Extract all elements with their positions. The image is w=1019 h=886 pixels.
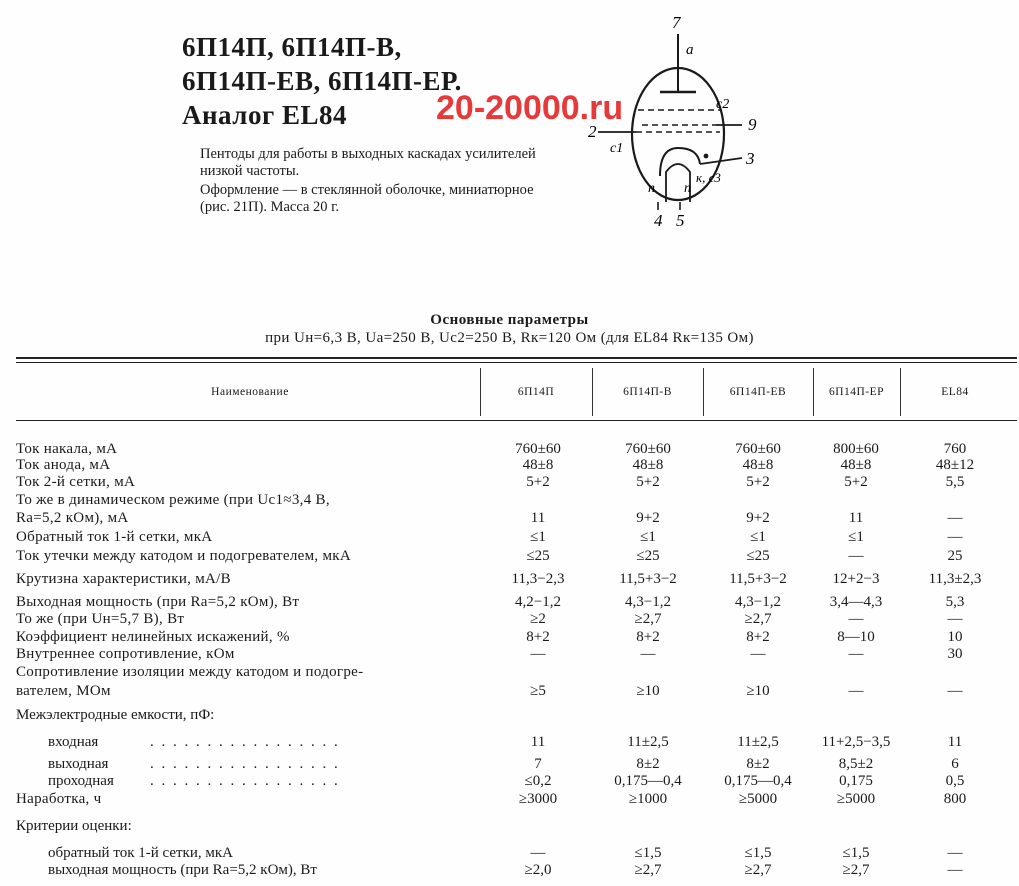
row-value: — [947, 683, 963, 699]
row-value: 48±12 [935, 457, 975, 473]
row-value: 5+2 [746, 474, 770, 490]
row-value: 48±8 [742, 457, 774, 473]
row-label: Ток анода, мА [16, 457, 111, 473]
row-value: ≤1 [848, 529, 864, 545]
row-value: ≤1,5 [842, 845, 870, 861]
row-value: — [750, 646, 766, 662]
leader-dots: . . . . . . . . . . . . . . . . . [150, 756, 340, 772]
lifetime-row [0, 791, 1019, 809]
table-header-rule [16, 420, 1017, 421]
row-value: 11±2,5 [627, 734, 669, 750]
row-value: — [530, 646, 546, 662]
pin-7-label: 7 [672, 13, 681, 32]
row-value: 48±8 [632, 457, 664, 473]
row-value: 5+2 [844, 474, 868, 490]
param-row [0, 492, 1019, 510]
param-row [0, 474, 1019, 492]
row-value: 8+2 [526, 629, 550, 645]
pin-4-label: 4 [654, 211, 663, 226]
table-top-rule [16, 357, 1017, 359]
tube-title [182, 30, 462, 132]
row-value: 8+2 [746, 629, 770, 645]
row-label: Выходная мощность (при Rа=5,2 кОм), Вт [16, 594, 300, 610]
row-value: ≥2,7 [842, 862, 870, 878]
row-value: ≤1,5 [634, 845, 662, 861]
title-line-2: 6П14П-ЕВ, 6П14П-ЕР. [182, 66, 462, 96]
row-value: — [947, 845, 963, 861]
description-design: Оформление — в стеклянной оболочке, миниатюрное (рис. 21П). Масса 20 г. [200, 182, 534, 215]
row-value: 760±60 [625, 441, 671, 457]
row-label: выходная [48, 756, 109, 772]
row-value: ≥10 [746, 683, 770, 699]
criteria-row [0, 862, 1019, 880]
row-value: — [848, 548, 864, 564]
cathode-label: к, с3 [696, 170, 721, 185]
col-header-6p14p-er: 6П14П-ЕР [828, 386, 885, 398]
row-value: ≤25 [746, 548, 770, 564]
heater-label-1: п [648, 181, 655, 196]
row-label: Ток утечки между катодом и подогревателем, мкА [16, 548, 351, 564]
row-value: 760±60 [735, 441, 781, 457]
row-value: 8—10 [837, 629, 875, 645]
param-row [0, 571, 1019, 589]
row-value: 8±2 [636, 756, 660, 772]
row-value: 5,5 [945, 474, 965, 490]
leader-dots: . . . . . . . . . . . . . . . . . [150, 734, 340, 750]
row-value: — [530, 845, 546, 861]
row-value: 11,5+3−2 [729, 571, 787, 587]
param-row [0, 594, 1019, 612]
row-value: 8,5±2 [838, 756, 874, 772]
row-label: проходная [48, 773, 114, 789]
row-label: Обратный ток 1-й сетки, мкА [16, 529, 213, 545]
row-value: — [947, 611, 963, 627]
capacitance-row [0, 734, 1019, 752]
row-value: ≥5 [530, 683, 546, 699]
col-header-6p14p: 6П14П [517, 386, 555, 398]
row-value: 4,3−1,2 [625, 594, 671, 610]
row-label: Rа=5,2 кОм), мА [16, 510, 129, 526]
table-top-rule-2 [16, 362, 1017, 363]
criteria-section-title: Критерии оценки: [16, 818, 132, 834]
row-value: 800±60 [833, 441, 879, 457]
row-value: 25 [947, 548, 963, 564]
row-value: 3,4—4,3 [829, 594, 883, 610]
title-line-3: Аналог EL84 [182, 100, 347, 130]
row-label: Коэффициент нелинейных искажений, % [16, 629, 290, 645]
row-value: 7 [534, 756, 542, 772]
param-row [0, 664, 1019, 682]
row-label: Внутреннее сопротивление, кОм [16, 646, 235, 662]
row-value: ≥1000 [628, 791, 668, 807]
row-value: 800 [943, 791, 967, 807]
row-value: ≥5000 [738, 791, 778, 807]
param-row [0, 629, 1019, 647]
capacitance-section-title: Межэлектродные емкости, пФ: [16, 707, 215, 723]
row-value: 11 [848, 510, 864, 526]
row-value: 11,5+3−2 [619, 571, 677, 587]
row-value: 11 [530, 734, 546, 750]
row-value: — [947, 529, 963, 545]
row-value: — [848, 611, 864, 627]
row-value: 9+2 [636, 510, 660, 526]
row-value: 760 [943, 441, 967, 457]
row-label: Ток накала, мА [16, 441, 118, 457]
row-value: 11+2,5−3,5 [821, 734, 891, 750]
row-value: — [947, 862, 963, 878]
row-value: 0,5 [945, 773, 965, 789]
param-row [0, 548, 1019, 566]
row-value: ≤0,2 [524, 773, 552, 789]
row-value: 4,3−1,2 [735, 594, 781, 610]
row-value: ≥5000 [836, 791, 876, 807]
row-value: 11,3−2,3 [511, 571, 565, 587]
row-value: 9+2 [746, 510, 770, 526]
description-purpose: Пентоды для работы в выходных каскадах усилителей низкой частоты. [200, 146, 536, 179]
anode-label: a [686, 42, 694, 58]
col-header-6p14p-ev: 6П14П-ЕВ [729, 386, 787, 398]
table-conditions: при Uн=6,3 В, Uа=250 В, Uс2=250 В, Rк=120 Ом (для EL84 Rк=135 Ом) [265, 330, 754, 346]
row-value: 10 [947, 629, 963, 645]
grid2-label: c2 [716, 97, 730, 112]
row-value: ≥2,7 [634, 862, 662, 878]
watermark: 20-20000.ru [436, 89, 624, 127]
heater-label-2: п [684, 181, 691, 196]
leader-dots: . . . . . . . . . . . . . . . . . [150, 773, 340, 789]
row-value: ≥3000 [518, 791, 558, 807]
param-row [0, 611, 1019, 629]
row-value: 4,2−1,2 [515, 594, 561, 610]
row-value: ≤1 [530, 529, 546, 545]
row-value: 5+2 [526, 474, 550, 490]
capacitance-row [0, 773, 1019, 791]
row-value: — [848, 646, 864, 662]
grid1-label: c1 [610, 141, 624, 156]
row-value: 0,175 [839, 773, 873, 789]
param-row [0, 457, 1019, 475]
row-value: — [848, 683, 864, 699]
description [184, 146, 564, 218]
tube-pinout-diagram [580, 6, 780, 226]
row-value: 0,175—0,4 [614, 773, 682, 789]
row-value: — [640, 646, 656, 662]
row-value: 48±8 [522, 457, 554, 473]
row-label: входная [48, 734, 99, 750]
row-value: 11 [947, 734, 963, 750]
row-value: ≤25 [636, 548, 660, 564]
row-value: 6 [951, 756, 959, 772]
row-value: ≥2,7 [744, 611, 772, 627]
col-header-el84: EL84 [941, 386, 969, 398]
row-value: 48±8 [840, 457, 872, 473]
title-line-1: 6П14П, 6П14П-В, [182, 32, 402, 62]
row-value: ≥2,7 [744, 862, 772, 878]
row-value: ≥2,7 [634, 611, 662, 627]
row-label: Ток 2-й сетки, мА [16, 474, 136, 490]
pin-9-label: 9 [748, 115, 757, 134]
capacitance-row [0, 756, 1019, 774]
row-value: 11,3±2,3 [928, 571, 982, 587]
row-value: ≥10 [636, 683, 660, 699]
row-value: 5,3 [945, 594, 965, 610]
pin-3-label: 3 [746, 149, 755, 168]
col-header-6p14p-v: 6П14П-В [623, 386, 672, 398]
row-label: Крутизна характеристики, мА/В [16, 571, 231, 587]
param-row [0, 646, 1019, 664]
row-value: 8+2 [636, 629, 660, 645]
row-label: Наработка, ч [16, 791, 102, 807]
param-row [0, 683, 1019, 701]
col-header-name: Наименование [211, 386, 289, 398]
row-label: То же в динамическом режиме (при Uс1≈3,4 В, [16, 492, 330, 508]
row-label: выходная мощность (при Rа=5,2 кОм), Вт [48, 862, 317, 878]
row-label: обратный ток 1-й сетки, мкА [48, 845, 233, 861]
row-label: Сопротивление изоляции между катодом и подогре- [16, 664, 364, 680]
criteria-row [0, 845, 1019, 863]
row-value: ≤1 [750, 529, 766, 545]
row-value: ≥2,0 [524, 862, 552, 878]
row-label: вателем, МОм [16, 683, 111, 699]
row-value: 5+2 [636, 474, 660, 490]
row-value: 8±2 [746, 756, 770, 772]
row-value: ≤25 [526, 548, 550, 564]
row-value: — [947, 510, 963, 526]
row-value: ≤1,5 [744, 845, 772, 861]
row-value: 11±2,5 [737, 734, 779, 750]
pin-5-label: 5 [676, 211, 685, 226]
row-value: 760±60 [515, 441, 561, 457]
table-caption: Основные параметры [430, 312, 589, 328]
row-value: 12+2−3 [832, 571, 880, 587]
pin-2-label: 2 [588, 122, 597, 141]
param-row [0, 529, 1019, 547]
row-value: ≥2 [530, 611, 546, 627]
row-value: 30 [947, 646, 963, 662]
param-row [0, 510, 1019, 528]
row-value: 0,175—0,4 [724, 773, 792, 789]
row-value: ≤1 [640, 529, 656, 545]
row-value: 11 [530, 510, 546, 526]
row-label: То же (при Uн=5,7 В), Вт [16, 611, 185, 627]
